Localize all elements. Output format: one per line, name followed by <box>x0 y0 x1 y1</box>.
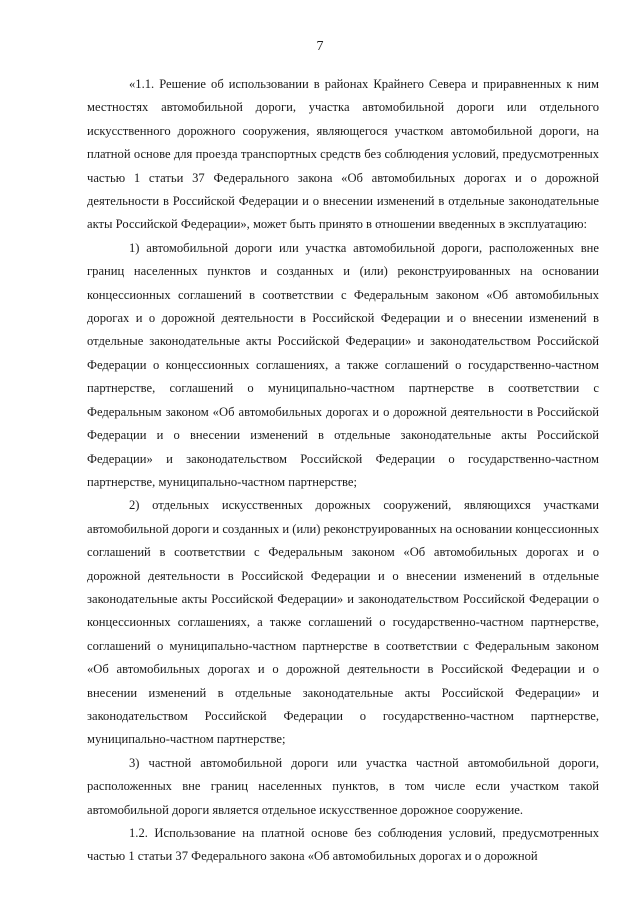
list-item-1: 1) автомобильной дороги или участка автомобильной дороги, расположенных вне границ населенных пунктов и созданных и (или) реконструированных на основании концессионных соглашений в соответствии с Федеральным законом «Об автомобильных дорогах и о дорожной деятельности в Российской Федерации и о внесении изменений в отдельные законодательные акты Российской Федерации» и законодательством Российской Федерации о концессионных соглашениях, а также соглашений о государственно-частном партнерстве, соглашений о муниципально-частном партнерстве в соответствии с Федеральным законом «Об автомобильных дорогах и о дорожной деятельности в Российской Федерации и о внесении изменений в отдельные законодательные акты Российской Федерации» и законодательством Российской Федерации о государственно-частном партнерстве, муниципально-частном партнерстве; <box>87 240 599 489</box>
document-body <box>87 73 599 869</box>
list-item-2: 2) отдельных искусственных дорожных сооружений, являющихся участками автомобильной дороги и созданных и (или) реконструированных на основании концессионных соглашений в соответствии с Федеральным законом «Об автомобильных дорогах и о дорожной деятельности в Российской Федерации и о внесении изменений в отдельные законодательные акты Российской Федерации» и законодательством Российской Федерации о концессионных соглашениях, а также соглашений о государственно-частном партнерстве, соглашений о муниципально-частном партнерстве в соответствии с Федеральным законом «Об автомобильных дорогах и о дорожной деятельности в Российской Федерации и о внесении изменений в отдельные законодательные акты Российской Федерации» и законодательством Российской Федерации о государственно-частном партнерстве, муниципально-частном партнерстве; <box>87 498 599 747</box>
paragraph-1-2: 1.2. Использование на платной основе без соблюдения условий, предусмотренных частью 1 статьи 37 Федерального закона «Об автомобильных дорогах и о дорожной <box>87 826 599 864</box>
paragraph-1-1: «1.1. Решение об использовании в районах Крайнего Севера и приравненных к ним местностях автомобильной дороги, участка автомобильной дороги или отдельного искусственного дорожного сооружения, являющегося участком автомобильной дороги, на платной основе для проезда транспортных средств без соблюдения условий, предусмотренных частью 1 статьи 37 Федерального закона «Об автомобильных дорогах и о дорожной деятельности в Российской Федерации и о внесении изменений в отдельные законодательные акты Российской Федерации», может быть принято в отношении введенных в эксплуатацию: <box>87 77 599 232</box>
page-number: 7 <box>316 39 324 54</box>
list-item-3: 3) частной автомобильной дороги или участка частной автомобильной дороги, расположенных вне границ населенных пунктов, в том числе если участком такой автомобильной дороги является отдельное искусственное дорожное сооружение. <box>87 755 599 817</box>
